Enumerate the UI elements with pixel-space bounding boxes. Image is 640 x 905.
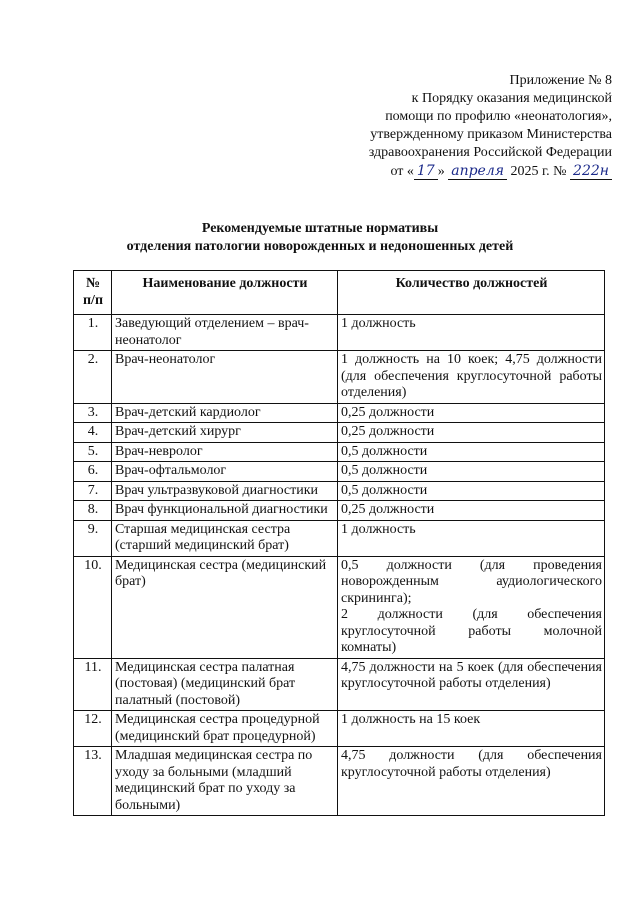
- position-quantity: [338, 501, 605, 521]
- table-row: [74, 658, 605, 711]
- position-quantity: [338, 481, 605, 501]
- date-prefix: от «: [390, 164, 414, 179]
- position-quantity: [338, 403, 605, 423]
- table-row: [74, 423, 605, 443]
- quantity-text: 0,5 должности: [341, 463, 428, 478]
- row-number: 7.: [74, 481, 112, 501]
- position-name: Врач функциональной диагностики: [112, 501, 338, 521]
- table-header-row: [74, 271, 605, 315]
- row-number: 10.: [74, 556, 112, 658]
- title-line-1: Рекомендуемые штатные нормативы: [201, 221, 439, 236]
- appendix-line-3: помощи по профилю «неонатология»,: [385, 109, 612, 124]
- row-number: 11.: [74, 658, 112, 711]
- quantity-text-second: 2 должности (для обеспечения круглосуточной работы молочной комнаты): [341, 607, 602, 655]
- row-number: 5.: [74, 442, 112, 462]
- position-quantity: [338, 462, 605, 482]
- position-name: Врач-невролог: [112, 442, 338, 462]
- row-number: 8.: [74, 501, 112, 521]
- appendix-line-2: к Порядку оказания медицинской: [411, 91, 612, 106]
- position-name: Врач-детский кардиолог: [112, 403, 338, 423]
- row-number: 12.: [74, 711, 112, 747]
- appendix-number: Приложение № 8: [509, 73, 612, 88]
- position-name: Врач-детский хирург: [112, 423, 338, 443]
- handwritten-order-number: 222н: [570, 163, 612, 180]
- quantity-text: 0,25 должности: [341, 424, 435, 439]
- table-row: [74, 481, 605, 501]
- quantity-text: 1 должность на 15 коек: [341, 712, 481, 727]
- position-name: Врач-неонатолог: [112, 351, 338, 404]
- position-quantity: [338, 711, 605, 747]
- position-name: Врач ультразвуковой диагностики: [112, 481, 338, 501]
- position-name: Младшая медицинская сестра по уходу за больными (младший медицинский брат по уходу за больными): [112, 747, 338, 816]
- position-name: Медицинская сестра процедурной (медицинский брат процедурной): [112, 711, 338, 747]
- header-number-line-1: №: [85, 276, 101, 291]
- position-quantity: [338, 520, 605, 556]
- quantity-text: 0,5 должности (для проведения новорожденным аудиологического скрининга);: [341, 557, 602, 606]
- table-row: [74, 462, 605, 482]
- table-row: [74, 403, 605, 423]
- row-number: 1.: [74, 315, 112, 351]
- position-quantity: [338, 442, 605, 462]
- quantity-text: 1 должность: [341, 316, 416, 331]
- header-number: [74, 271, 112, 315]
- quantity-text: 0,25 должности: [341, 502, 435, 517]
- table-row: [74, 351, 605, 404]
- position-quantity: [338, 351, 605, 404]
- quantity-text: 1 должность на 10 коек; 4,75 должности (для обеспечения круглосуточной работы отделения): [341, 352, 602, 400]
- appendix-date-line: [340, 162, 612, 181]
- handwritten-day: 17: [414, 163, 438, 180]
- handwritten-month: апреля: [448, 163, 507, 180]
- position-quantity: [338, 556, 605, 658]
- position-quantity: [338, 315, 605, 351]
- position-quantity: [338, 423, 605, 443]
- table-row: [74, 315, 605, 351]
- table-row: [74, 520, 605, 556]
- position-quantity: [338, 747, 605, 816]
- row-number: 6.: [74, 462, 112, 482]
- table-row: [74, 747, 605, 816]
- position-name: Медицинская сестра (медицинский брат): [112, 556, 338, 658]
- row-number: 9.: [74, 520, 112, 556]
- header-position: Наименование должности: [112, 271, 338, 315]
- date-mid: »: [437, 164, 445, 179]
- header-number-line-2: п/п: [82, 292, 104, 308]
- row-number: 4.: [74, 423, 112, 443]
- table-row: [74, 711, 605, 747]
- position-name: Медицинская сестра палатная (постовая) (медицинский брат палатный (постовой): [112, 658, 338, 711]
- header-quantity: Количество должностей: [338, 271, 605, 315]
- row-number: 3.: [74, 403, 112, 423]
- quantity-text: 4,75 должности на 5 коек (для обеспечения круглосуточной работы отделения): [341, 659, 602, 691]
- appendix-line-5: здравоохранения Российской Федерации: [368, 145, 612, 160]
- document-title: [0, 220, 640, 256]
- appendix-line-4: утвержденному приказом Министерства: [370, 127, 612, 142]
- table-row: [74, 442, 605, 462]
- quantity-text: 0,25 должности: [341, 404, 435, 420]
- position-name: Врач-офтальмолог: [112, 462, 338, 482]
- title-line-2: отделения патологии новорожденных и недоношенных детей: [126, 239, 514, 254]
- position-name: Старшая медицинская сестра (старший медицинский брат): [112, 520, 338, 556]
- row-number: 2.: [74, 351, 112, 404]
- row-number: 13.: [74, 747, 112, 816]
- quantity-text: 4,75 должности (для обеспечения круглосуточной работы отделения): [341, 748, 602, 780]
- staff-norms-table: [73, 270, 605, 816]
- position-name: Заведующий отделением – врач-неонатолог: [112, 315, 338, 351]
- quantity-text: 0,5 должности: [341, 482, 428, 498]
- quantity-text: 0,5 должности: [341, 443, 428, 459]
- date-year: 2025 г. №: [510, 164, 567, 179]
- quantity-text: 1 должность: [341, 521, 416, 537]
- appendix-header: [340, 72, 612, 181]
- table-row: [74, 501, 605, 521]
- table-row: [74, 556, 605, 658]
- position-quantity: [338, 658, 605, 711]
